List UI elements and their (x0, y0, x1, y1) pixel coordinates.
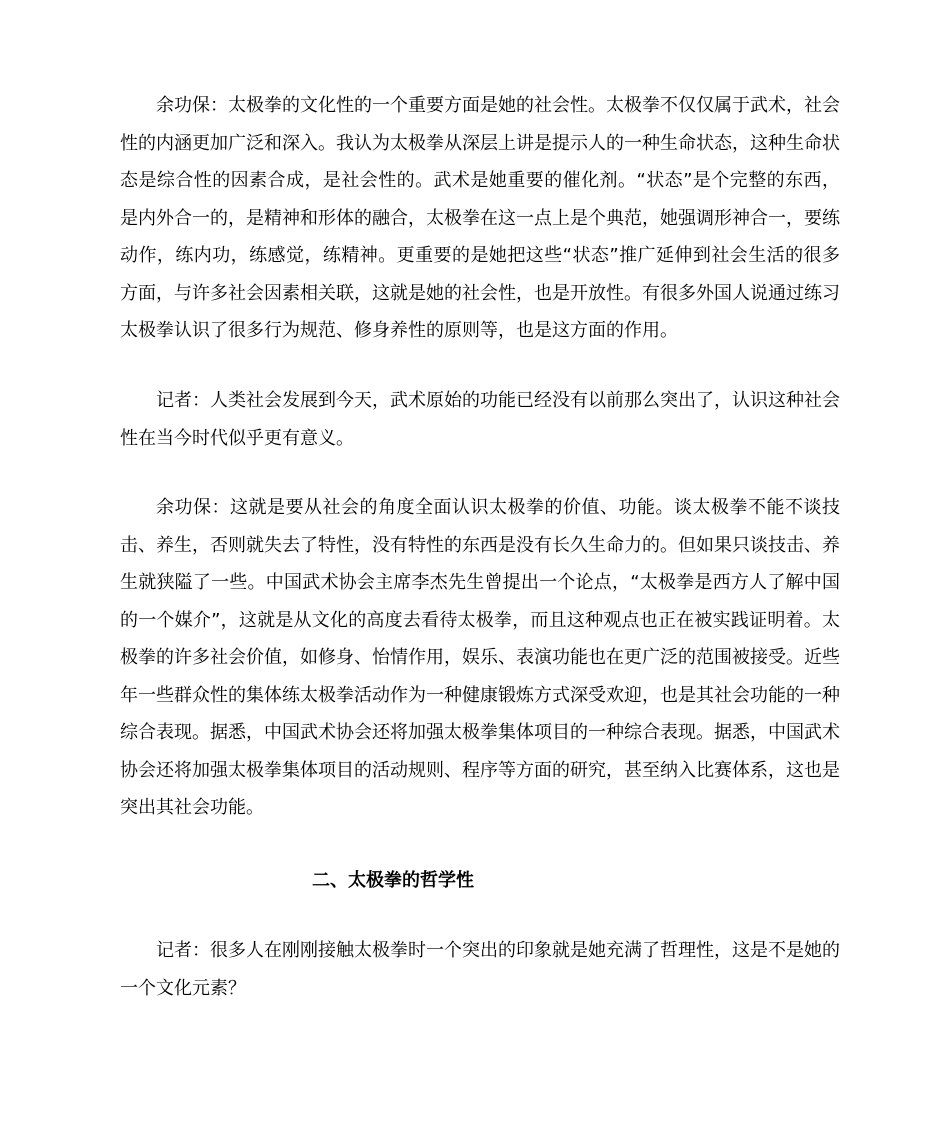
paragraph-yu-social-nature: 余功保：太极拳的文化性的一个重要方面是她的社会性。太极拳不仅仅属于武术，社会性的内涵更加广泛和深入。我认为太极拳从深层上讲是提示人的一种生命状态，这种生命状态是综合性的因素合成，是社会性的。武术是她重要的催化剂。“状态”是个完整的东西，是内外合一的，是精神和形体的融合，太极拳在这一点上是个典范，她强调形神合一，要练动作，练内功，练感觉，练精神。更重要的是她把这些“状态”推广延伸到社会生活的很多方面，与许多社会因素相关联，这就是她的社会性，也是开放性。有很多外国人说通过练习太极拳认识了很多行为规范、修身养性的原则等，也是这方面的作用。 (120, 95, 840, 341)
section-heading: 二、太极拳的哲学性 (312, 870, 474, 891)
paragraph-reporter-question-social: 记者：人类社会发展到今天，武术原始的功能已经没有以前那么突出了，认识这种社会性在当今时代似乎更有意义。 (120, 390, 840, 449)
paragraph-reporter-question-philosophy: 记者：很多人在刚刚接触太极拳时一个突出的印象就是她充满了哲理性，这是不是她的一个文化元素？ (120, 940, 840, 999)
paragraph-yu-value-function: 余功保：这就是要从社会的角度全面认识太极拳的价值、功能。谈太极拳不能不谈技击、养生，否则就失去了特性，没有特性的东西是没有长久生命力的。但如果只谈技击、养生就狭隘了一些。中国武术协会主席李杰先生曾提出一个论点，“太极拳是西方人了解中国的一个媒介”，这就是从文化的高度去看待太极拳，而且这种观点也正在被实践证明着。太极拳的许多社会价值，如修身、怡情作用，娱乐、表演功能也在更广泛的范围被接受。近些年一些群众性的集体练太极拳活动作为一种健康锻炼方式深受欢迎，也是其社会功能的一种综合表现。据悉，中国武术协会还将加强太极拳集体项目的一种综合表现。据悉，中国武术协会还将加强太极拳集体项目的活动规则、程序等方面的研究，甚至纳入比赛体系，这也是突出其社会功能。 (120, 497, 840, 818)
